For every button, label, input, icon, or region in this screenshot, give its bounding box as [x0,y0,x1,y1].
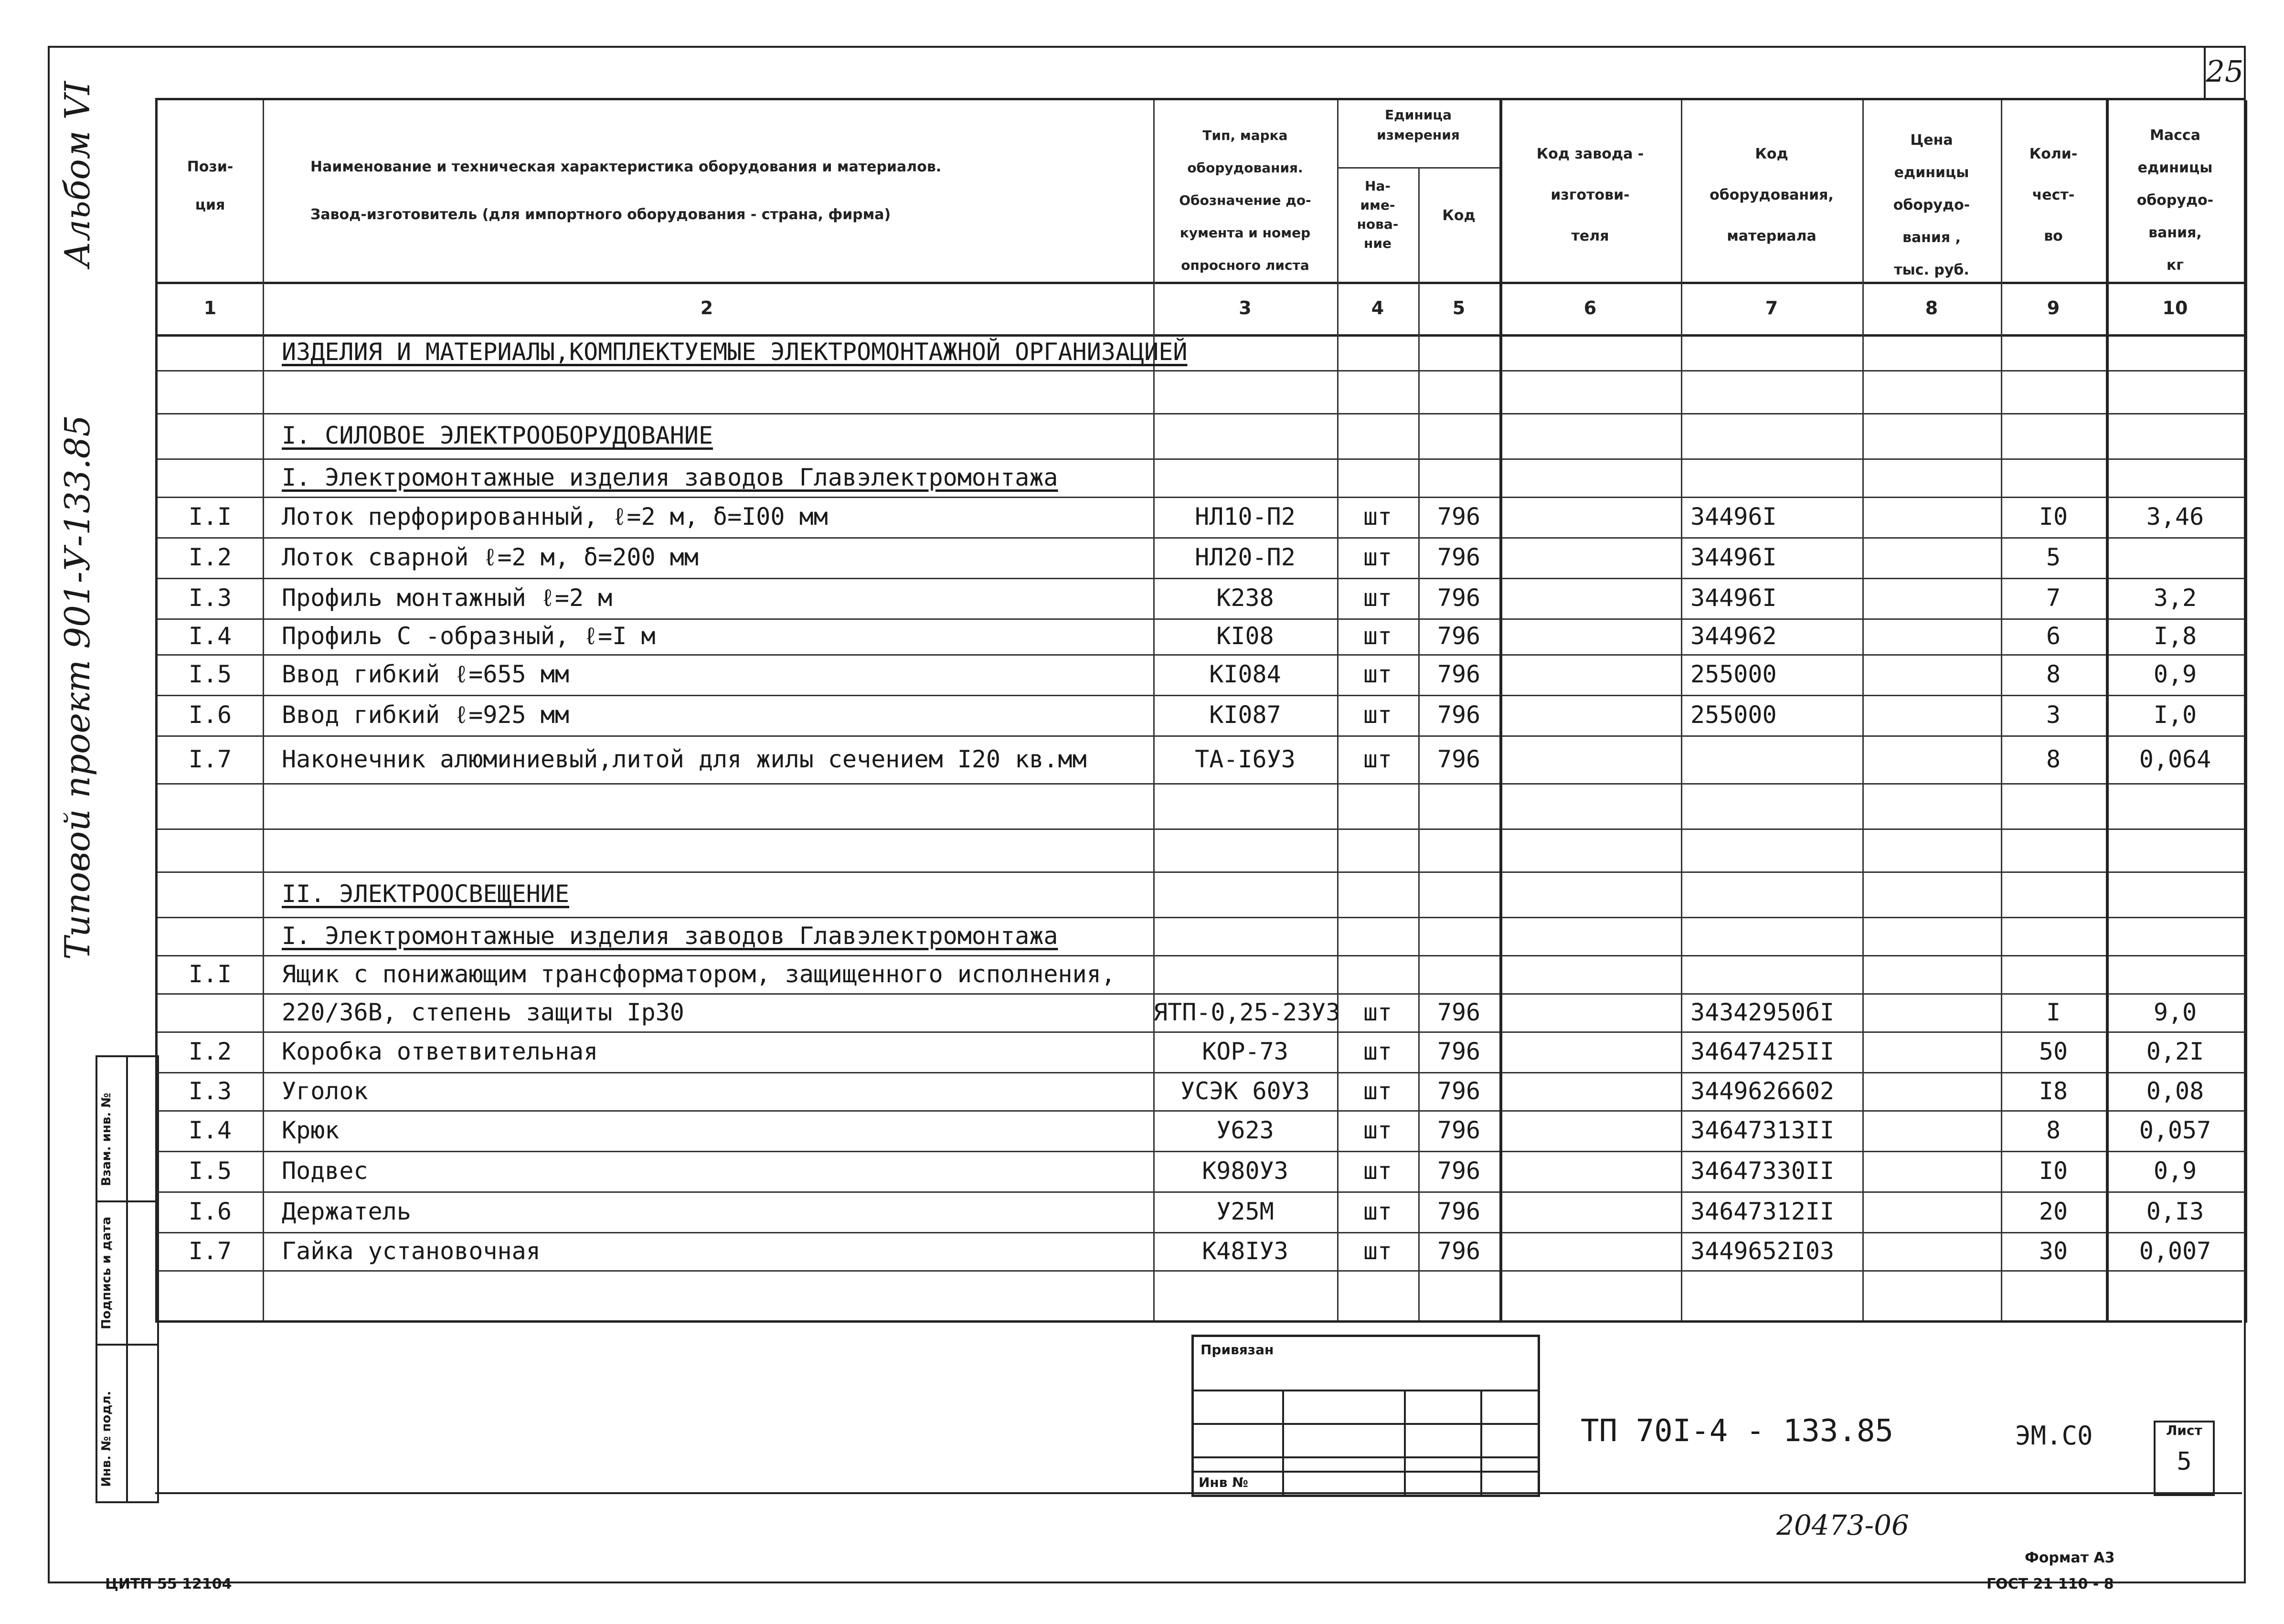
header-price: Цена единицы оборудо- вания , тыс. руб. [1893,132,1970,278]
row-16-name: Ящик с понижающим трансформатором, защищенного исполнения, [282,960,1115,988]
row-1-name: ИЗДЕЛИЯ И МАТЕРИАЛЫ,КОМПЛЕКТУЕМЫЕ ЭЛЕКТРОМОНТАЖНОЙ ОРГАНИЗАЦИЕЙ [282,338,1188,366]
row-20-type: У623 [1216,1116,1274,1144]
row-8-unit-name: шт [1363,622,1392,650]
row-5-equip-code: 34496I [1690,503,1777,531]
row-6-equip-code: 34496I [1690,543,1777,571]
row-20-equip-code: 34647313II [1690,1116,1835,1144]
row-18-unit-name: шт [1363,1038,1392,1065]
row-21-quantity: I0 [2039,1157,2068,1185]
row-22-unit-code: 796 [1437,1198,1481,1225]
header-qty: Коли- чест- во [2029,146,2078,244]
row-19-unit-code: 796 [1437,1077,1481,1105]
row-20-position: I.4 [188,1116,232,1144]
row-23-mass: 0,007 [2139,1237,2211,1265]
row-8-unit-code: 796 [1437,622,1481,650]
binding-stamp [1191,1335,1540,1497]
row-5-unit-code: 796 [1437,503,1481,531]
row-11-type: ТА-I6У3 [1195,745,1296,773]
row-22-quantity: 20 [2039,1198,2068,1225]
side-block-label-1: Взам. инв. № [99,1093,114,1186]
row-8-type: КI08 [1216,622,1274,650]
row-9-type: КI084 [1209,660,1281,688]
row-15-name: I. Электромонтажные изделия заводов Главэлектромонтажа [282,922,1058,950]
row-17-mass: 9,0 [2153,998,2197,1026]
row-22-position: I.6 [188,1198,232,1225]
row-21-unit-code: 796 [1437,1157,1481,1185]
row-9-unit-code: 796 [1437,660,1481,688]
row-23-equip-code: 3449652I03 [1690,1237,1835,1265]
row-18-mass: 0,2I [2146,1038,2204,1065]
sheet-value: 5 [2177,1447,2192,1476]
colnum-1: 1 [203,297,217,318]
row-9-mass: 0,9 [2153,660,2197,688]
row-10-unit-name: шт [1363,701,1392,729]
stamp-inv: Инв № [1199,1475,1248,1490]
row-23-unit-name: шт [1363,1237,1392,1265]
side-block-label-2: Подпись и дата [99,1216,114,1329]
header-unit: Единица измерения [1377,107,1460,143]
row-10-unit-code: 796 [1437,701,1481,729]
row-18-name: Коробка ответвительная [282,1038,598,1065]
row-8-position: I.4 [188,622,232,650]
row-18-type: КОР-73 [1202,1038,1288,1065]
row-18-quantity: 50 [2039,1038,2068,1065]
row-23-unit-code: 796 [1437,1237,1481,1265]
row-21-equip-code: 34647330II [1690,1157,1835,1185]
row-19-quantity: I8 [2039,1077,2068,1105]
row-20-quantity: 8 [2046,1116,2061,1144]
row-10-mass: I,0 [2153,701,2197,729]
row-6-unit-name: шт [1363,543,1392,571]
colnum-5: 5 [1452,297,1466,318]
row-5-type: НЛ10-П2 [1195,503,1296,531]
row-19-position: I.3 [188,1077,232,1105]
colnum-8: 8 [1925,297,1938,318]
row-11-unit-code: 796 [1437,745,1481,773]
stamp-privyazan: Привязан [1200,1342,1274,1358]
header-type: Тип, марка оборудования. Обозначение до- кумента и номер опросного листа [1179,127,1311,273]
row-6-name: Лоток сварной ℓ=2 м, δ=200 мм [282,543,699,571]
row-19-name: Уголок [282,1077,368,1105]
row-23-quantity: 30 [2039,1237,2068,1265]
row-9-quantity: 8 [2046,660,2061,688]
row-17-quantity: I [2046,998,2061,1026]
colnum-3: 3 [1239,297,1252,318]
row-10-type: КI087 [1209,701,1281,729]
row-20-unit-name: шт [1363,1116,1392,1144]
row-8-quantity: 6 [2046,622,2061,650]
row-4-name: I. Электромонтажные изделия заводов Главэлектромонтажа [282,464,1058,491]
row-14-name: II. ЭЛЕКТРООСВЕЩЕНИЕ [282,880,570,908]
row-7-name: Профиль монтажный ℓ=2 м [282,584,613,612]
row-21-type: К980У3 [1202,1157,1288,1185]
row-7-type: К238 [1216,584,1274,612]
sheet-box [2154,1421,2215,1496]
row-8-equip-code: 344962 [1690,622,1777,650]
document-code: ТП 70I-4 - 133.85 [1581,1413,1894,1449]
sheet-label: Лист [2166,1422,2202,1438]
row-22-mass: 0,I3 [2146,1198,2204,1225]
colnum-6: 6 [1583,297,1597,318]
row-16-position: I.I [188,960,232,988]
row-5-unit-name: шт [1363,503,1392,531]
row-21-position: I.5 [188,1157,232,1185]
row-6-type: НЛ20-П2 [1195,543,1296,571]
row-20-name: Крюк [282,1116,340,1144]
colnum-4: 4 [1371,297,1384,318]
row-7-unit-code: 796 [1437,584,1481,612]
row-20-unit-code: 796 [1437,1116,1481,1144]
format-label: Формат А3 [2025,1550,2115,1566]
header-position: Пози- ция [187,159,234,213]
row-11-quantity: 8 [2046,745,2061,773]
row-9-position: I.5 [188,660,232,688]
row-18-position: I.2 [188,1038,232,1065]
row-5-name: Лоток перфорированный, ℓ=2 м, δ=I00 мм [282,503,828,531]
row-19-type: УСЭК 60У3 [1180,1077,1310,1105]
row-11-name: Наконечник алюминиевый,литой для жилы сечением I20 кв.мм [282,745,1087,773]
table-bottom-line [155,1320,2242,1323]
row-7-equip-code: 34496I [1690,584,1777,612]
row-5-mass: 3,46 [2146,503,2204,531]
row-9-name: Ввод гибкий ℓ=655 мм [282,660,569,688]
row-6-unit-code: 796 [1437,543,1481,571]
row-17-unit-name: шт [1363,998,1392,1026]
row-23-type: К48IУ3 [1202,1237,1288,1265]
row-22-name: Держатель [282,1198,411,1225]
row-17-unit-code: 796 [1437,998,1481,1026]
row-11-mass: 0,064 [2139,745,2211,773]
side-block-label-3: Инв. № подл. [99,1390,114,1487]
row-5-quantity: I0 [2039,503,2068,531]
row-10-quantity: 3 [2046,701,2061,729]
header-unit-code: Код [1442,207,1476,224]
row-19-unit-name: шт [1363,1077,1392,1105]
tsitp-label: ЦИТП 55 12104 [105,1576,232,1592]
header-plant-code: Код завода - изготови- теля [1536,146,1644,244]
row-22-type: У25М [1216,1198,1274,1225]
row-21-unit-name: шт [1363,1157,1392,1185]
row-11-unit-name: шт [1363,745,1392,773]
header-name: Наименование и техническая характеристика оборудования и материалов. Завод-изготовитель (для импортного оборудования - страна, фирма) [310,159,942,223]
row-17-type: ЯТП-0,25-23У3 [1153,998,1340,1026]
row-6-position: I.2 [188,543,232,571]
stamp-bottom-line [155,1492,2242,1494]
row-17-name: 220/36В, степень защиты Iр30 [282,998,684,1026]
header-equip-code: Код оборудования, материала [1710,146,1834,244]
colnum-2: 2 [700,297,713,318]
row-5-position: I.I [188,503,232,531]
row-6-quantity: 5 [2046,543,2061,571]
row-18-unit-code: 796 [1437,1038,1481,1065]
colnum-10: 10 [2162,297,2188,318]
row-7-quantity: 7 [2046,584,2061,612]
row-8-name: Профиль С -образный, ℓ=I м [282,622,656,650]
em-code: ЭМ.С0 [2015,1421,2093,1451]
row-17-equip-code: 34342950бI [1690,998,1835,1026]
row-7-unit-name: шт [1363,584,1392,612]
handwritten-number: 20473-06 [1776,1509,1909,1541]
sheet-corner-number: 25 [2204,46,2244,100]
side-project-title: Типовой проект 901-У-133.85 [57,414,97,960]
row-21-mass: 0,9 [2153,1157,2197,1185]
gost-label: ГОСТ 21 110 - 8 [1987,1576,2114,1592]
row-3-name: I. СИЛОВОЕ ЭЛЕКТРООБОРУДОВАНИЕ [282,422,713,449]
side-album-title: Альбом VI [57,81,97,267]
specification-table [155,98,2244,1323]
row-22-equip-code: 34647312II [1690,1198,1835,1225]
row-9-unit-name: шт [1363,660,1392,688]
header-mass: Масса единицы оборудо- вания, кг [2136,127,2214,274]
row-10-position: I.6 [188,701,232,729]
row-7-position: I.3 [188,584,232,612]
row-19-equip-code: 3449626602 [1690,1077,1835,1105]
row-10-name: Ввод гибкий ℓ=925 мм [282,701,569,729]
row-10-equip-code: 255000 [1690,701,1777,729]
row-23-position: I.7 [188,1237,232,1265]
row-8-mass: I,8 [2153,622,2197,650]
row-21-name: Подвес [282,1157,368,1185]
row-20-mass: 0,057 [2139,1116,2211,1144]
row-19-mass: 0,08 [2146,1077,2204,1105]
row-9-equip-code: 255000 [1690,660,1777,688]
colnum-7: 7 [1765,297,1778,318]
side-approval-block [96,1055,159,1503]
row-18-equip-code: 34647425II [1690,1038,1835,1065]
header-unit-name: На- име- нова- ние [1357,178,1399,251]
row-22-unit-name: шт [1363,1198,1392,1225]
row-11-position: I.7 [188,745,232,773]
colnum-9: 9 [2047,297,2060,318]
row-23-name: Гайка установочная [282,1237,541,1265]
row-7-mass: 3,2 [2153,584,2197,612]
